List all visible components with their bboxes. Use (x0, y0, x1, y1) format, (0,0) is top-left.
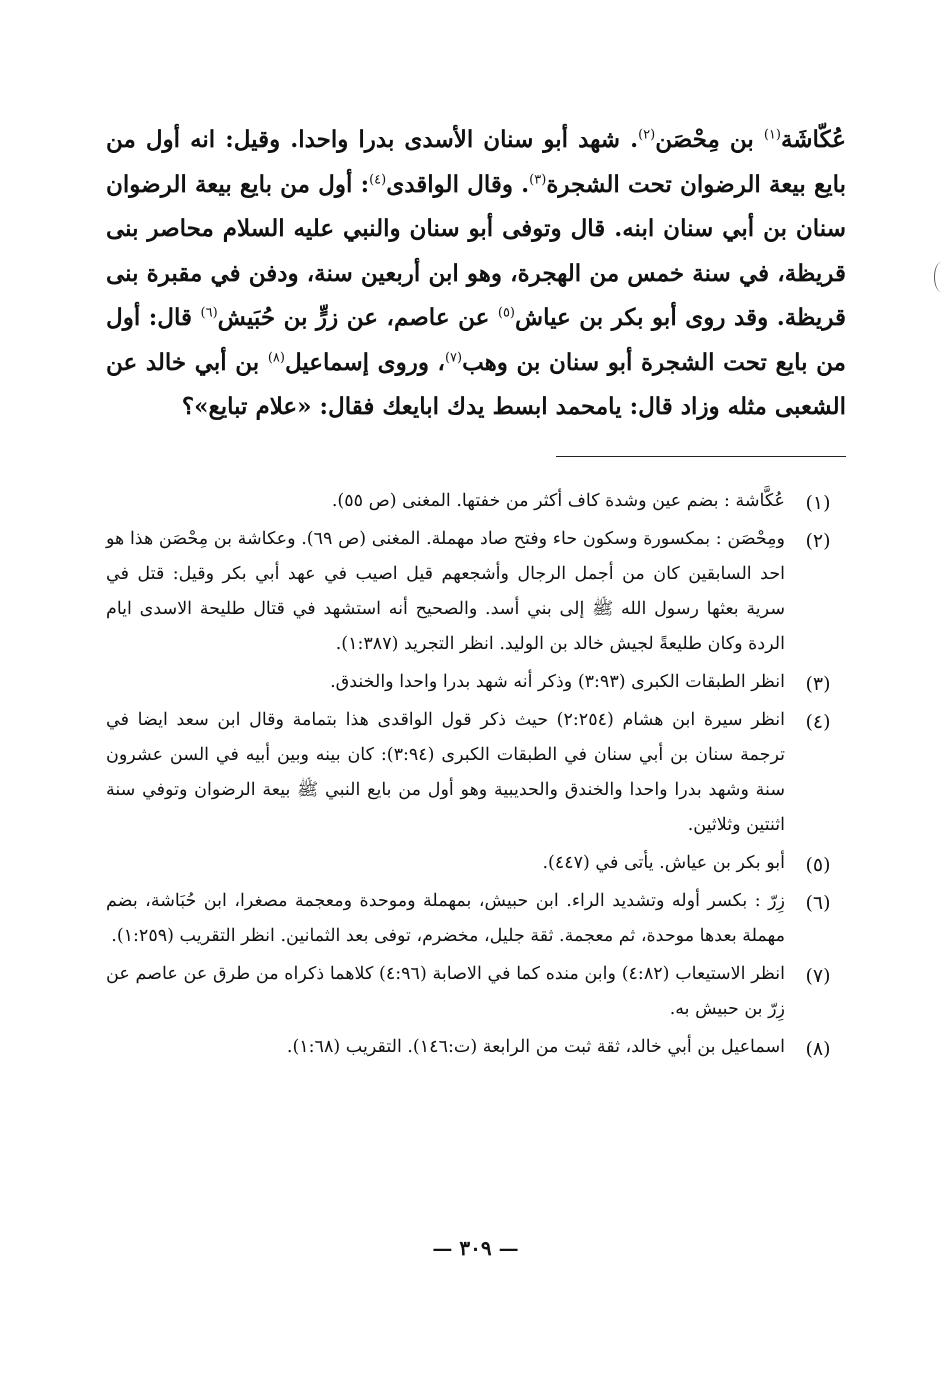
main-text-segment: : أول من بايع بيعة الرضوان سنان بن أبي سنان ابنه. قال وتوفى أبو سنان والنبي عليه السلام محاصر بنى قريظة، في سنة خمس من الهجرة، وهو ابن أربعين سنة، ودفن في مقبرة بنى قريظة. وقد روى أبو بكر بن عياش (106, 170, 847, 331)
main-text-segment: عُكّاشَة (780, 126, 846, 153)
footnote-text: ومِحْصَن : بمكسورة وسكون حاء وفتح صاد مهملة. المغنى (ص ٦٩). وعكاشة بن مِحْصَن هذا هو احد السابقين كان من أجمل الرجال وأشجعهم قيل اصيب في عهد أبي بكر وقيل: قتل في سرية بعثها رسول الله ﷺ إلى بني أسد. والصحيح أنه استشهد في قتال طليحة الاسدى ايام الردة وكان طليعةً لجيش خالد بن الوليد. انظر التجريد (١:٣٨٧). (106, 529, 785, 654)
footnote-ref-5[interactable]: (٥) (497, 305, 515, 321)
main-text-segment: بن مِحْصَن (655, 126, 754, 153)
footnote-5 (106, 846, 851, 881)
footnote-ref-8[interactable]: (٨) (267, 349, 285, 365)
main-text-segment: ، وروى إسماعيل (284, 348, 445, 376)
main-text-segment: . شهد أبو سنان الأسدى بدرا واحدا. وقيل: انه أول من بايع بيعة الرضوان تحت الشجرة (106, 126, 847, 198)
footnote-separator (556, 456, 846, 457)
footnote-ref-1[interactable]: (١) (763, 127, 781, 143)
footnote-text: اسماعيل بن أبي خالد، ثقة ثبت من الرابعة (ت:١٤٦). التقريب (١:٦٨). (286, 1037, 785, 1057)
footnote-text: انظر الطبقات الكبرى (٣:٩٣) وذكر أنه شهد بدرا واحدا والخندق. (330, 672, 785, 692)
footnote-3 (106, 665, 851, 700)
footnote-number: (٦) (805, 892, 831, 914)
footnote-number: (٧) (805, 965, 831, 987)
footnote-number: (٢) (805, 530, 831, 552)
footnote-6 (106, 884, 851, 954)
footnote-number: (٥) (805, 854, 831, 876)
footnote-number: (٨) (805, 1038, 831, 1060)
footnote-8 (106, 1030, 851, 1065)
footnote-number: (٣) (805, 673, 831, 695)
footnote-ref-4[interactable]: (٤) (369, 171, 387, 187)
page-number: — ٣٠٩ — (432, 1236, 519, 1260)
footnote-ref-3[interactable]: (٣) (529, 171, 547, 187)
main-text-segment: عن عاصم، عن زرٍّ بن حُبَيش (217, 304, 490, 331)
footnote-text: عُكَّاشة : بضم عين وشدة كاف أكثر من خفتها. المغنى (ص ٥٥). (331, 491, 785, 511)
footnotes-list (106, 484, 851, 1068)
footnote-2 (106, 522, 851, 662)
footnote-text: زِرّ : بكسر أوله وتشديد الراء. ابن حبيش، بمهملة وموحدة ومعجمة مصغرا، ابن حُبَاشة، بضم مهملة بعدها موحدة، ثم معجمة. ثقة جليل، مخضرم، توفى بعد الثمانين. انظر التقريب (١:٢٥٩). (106, 891, 785, 946)
footnote-number: (٤) (805, 711, 831, 733)
footnote-text: انظر سيرة ابن هشام (٢:٢٥٤) حيث ذكر قول الواقدى هذا بتمامة وقال ابن سعد ايضا في ترجمة سنان بن أبي سنان في الطبقات الكبرى (٣:٩٤): كان بينه وبين أبيه في السن عشرون سنة وشهد بدرا واحدا والخندق والحديبية وهو أول من بايع النبي ﷺ بيعة الرضوان وتوفي سنة اثنتين وثلاثين. (106, 710, 786, 835)
footnote-ref-6[interactable]: (٦) (200, 305, 218, 321)
footnote-text: انظر الاستيعاب (٤:٨٢) وابن منده كما في الاصابة (٤:٩٦) كلاهما ذكراه من طرق عن عاصم عن زِرّ بن حبيش به. (106, 964, 785, 1019)
footnote-1 (106, 484, 851, 519)
main-text-segment: قال: أول من بايع تحت الشجرة أبو سنان بن وهب (106, 304, 847, 376)
footnote-text: أبو بكر بن عياش. يأتى في (٤٤٧). (542, 853, 785, 873)
footnote-7 (106, 957, 851, 1027)
main-text-segment: . وقال الواقدى (386, 170, 530, 198)
footnote-ref-2[interactable]: (٢) (638, 127, 656, 143)
main-text-segment: بن أبي خالد عن الشعبى مثله وزاد قال: يامحمد ابسط يدك ابايعك فقال: «علام تبايع»؟ (106, 348, 846, 420)
footnote-4 (106, 703, 851, 843)
footnote-ref-7[interactable]: (٧) (444, 349, 463, 365)
margin-mark (934, 262, 949, 292)
footnote-number: (١) (805, 492, 831, 514)
main-paragraph (106, 118, 846, 430)
